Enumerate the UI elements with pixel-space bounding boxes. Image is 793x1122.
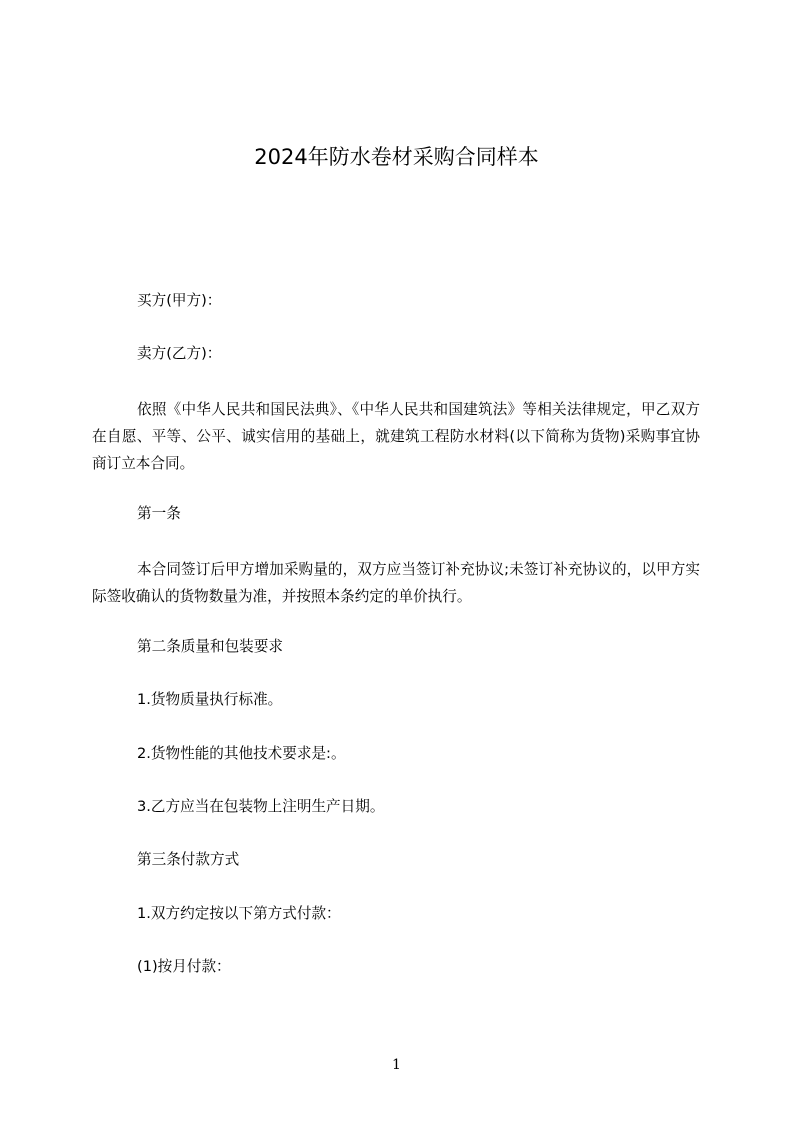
buyer-label: 买方(甲方)：	[137, 292, 222, 309]
article2-item2: 2.货物性能的其他技术要求是:。	[137, 745, 346, 762]
article3-sub1: (1)按月付款：	[137, 958, 231, 975]
page-number: 1	[392, 1057, 401, 1073]
article3-item1: 1.双方约定按以下第方式付款：	[137, 905, 341, 922]
article2-item3: 3.乙方应当在包装物上注明生产日期。	[137, 798, 385, 815]
seller-label: 卖方(乙方)：	[137, 345, 222, 362]
article2-heading: 第二条质量和包装要求	[137, 638, 283, 655]
article1-body: 本合同签订后甲方增加采购量的，双方应当签订补充协议;未签订补充协议的，以甲方实际签收确认的货物数量为准，并按照本条约定的单价执行。	[92, 561, 700, 605]
preamble-paragraph: 依照《中华人民共和国民法典》、《中华人民共和国建筑法》等相关法律规定，甲乙双方在自愿、平等、公平、诚实信用的基础上，就建筑工程防水材料(以下简称为货物)采购事宜协商订立本合同。	[92, 401, 700, 472]
article1-heading: 第一条	[137, 505, 181, 522]
article2-item1: 1.货物质量执行标准。	[137, 691, 283, 708]
article3-heading: 第三条付款方式	[137, 851, 240, 868]
document-title: 2024年防水卷材采购合同样本	[254, 145, 539, 169]
